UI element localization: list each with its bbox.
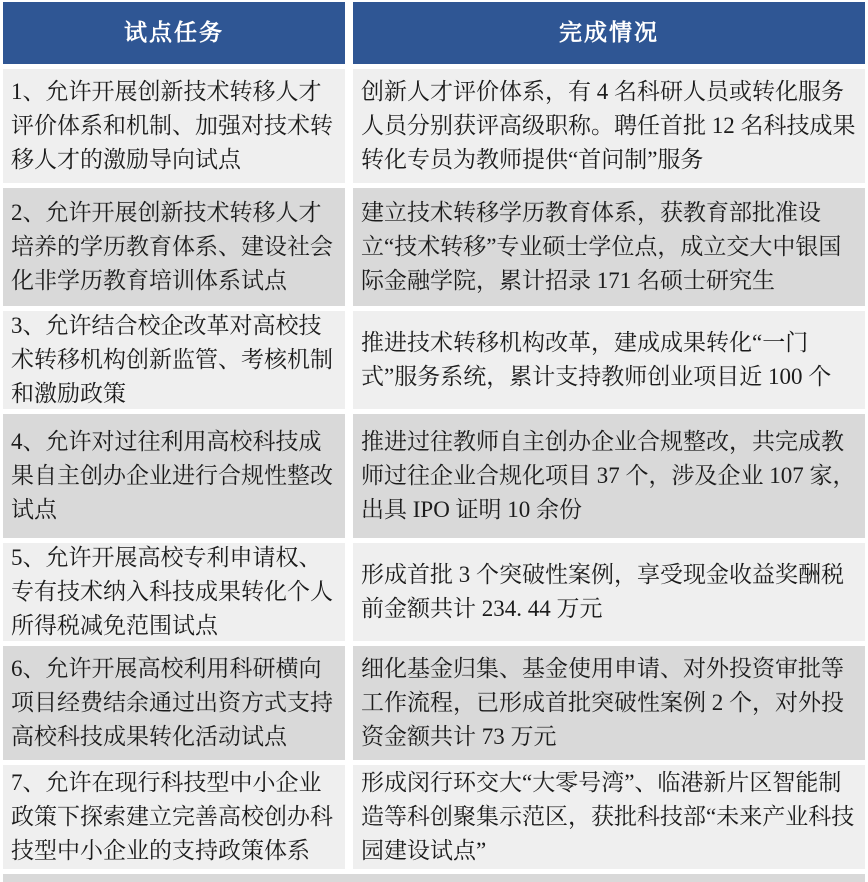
status-cell xyxy=(353,765,865,869)
task-cell xyxy=(3,188,345,306)
task-cell xyxy=(3,311,345,409)
status-cell xyxy=(353,414,865,538)
task-text: 1、允许开展创新技术转移人才评价体系和机制、加强对技术转移人才的激励导向试点 xyxy=(11,79,333,172)
task-cell xyxy=(3,414,345,538)
task-text: 7、允许在现行科技型中小企业政策下探索建立完善高校创办科技型中小企业的支持政策体系 xyxy=(11,770,333,863)
header-cell-task xyxy=(3,2,345,64)
table-bottom-edge xyxy=(3,874,865,882)
table-row xyxy=(3,414,865,538)
task-text: 3、允许结合校企改革对高校技术转移机构创新监管、考核机制和激励政策 xyxy=(11,313,333,406)
task-cell xyxy=(3,765,345,869)
status-cell xyxy=(353,69,865,183)
header-status-label: 完成情况 xyxy=(559,20,659,45)
status-text: 建立技术转移学历教育体系，获教育部批准设立“技术转移”专业硕士学位点，成立交大中银国际金融学院，累计招录 171 名硕士研究生 xyxy=(361,200,842,293)
task-text: 2、允许开展创新技术转移人才培养的学历教育体系、建设社会化非学历教育培训体系试点 xyxy=(11,200,333,293)
task-cell xyxy=(3,69,345,183)
header-task-label: 试点任务 xyxy=(124,20,224,45)
task-text: 6、允许开展高校利用科研横向项目经费结余通过出资方式支持高校科技成果转化活动试点 xyxy=(11,656,333,749)
status-text: 推进过往教师自主创办企业合规整改，共完成教师过往企业合规化项目 37 个，涉及企业 107 家，出具 IPO 证明 10 余份 xyxy=(361,429,856,522)
table-row xyxy=(3,543,865,641)
table-row xyxy=(3,69,865,183)
status-cell xyxy=(353,188,865,306)
status-cell xyxy=(353,646,865,760)
status-text: 创新人才评价体系，有 4 名科研人员或转化服务人员分别获评高级职称。聘任首批 12 名科技成果转化专员为教师提供“首问制”服务 xyxy=(361,79,856,172)
status-text: 形成闵行环交大“大零号湾”、临港新片区智能制造等科创聚集示范区，获批科技部“未来产业科技园建设试点” xyxy=(361,770,855,863)
table-row xyxy=(3,646,865,760)
status-text: 推进技术转移机构改革，建成成果转化“一门式”服务系统，累计支持教师创业项目近 100 个 xyxy=(361,330,832,389)
table-row xyxy=(3,765,865,869)
status-cell xyxy=(353,311,865,409)
table-header-row xyxy=(3,2,865,64)
table-row xyxy=(3,188,865,306)
status-text: 细化基金归集、基金使用申请、对外投资审批等工作流程，已形成首批突破性案例 2 个，对外投资金额共计 73 万元 xyxy=(361,656,844,749)
status-cell xyxy=(353,543,865,641)
header-cell-status xyxy=(353,2,865,64)
task-cell xyxy=(3,646,345,760)
task-cell xyxy=(3,543,345,641)
task-text: 4、允许对过往利用高校科技成果自主创办企业进行合规性整改试点 xyxy=(11,429,333,522)
task-text: 5、允许开展高校专利申请权、专有技术纳入科技成果转化个人所得税减免范围试点 xyxy=(11,545,333,638)
status-text: 形成首批 3 个突破性案例，享受现金收益奖酬税前金额共计 234. 44 万元 xyxy=(361,562,844,621)
table-row xyxy=(3,311,865,409)
